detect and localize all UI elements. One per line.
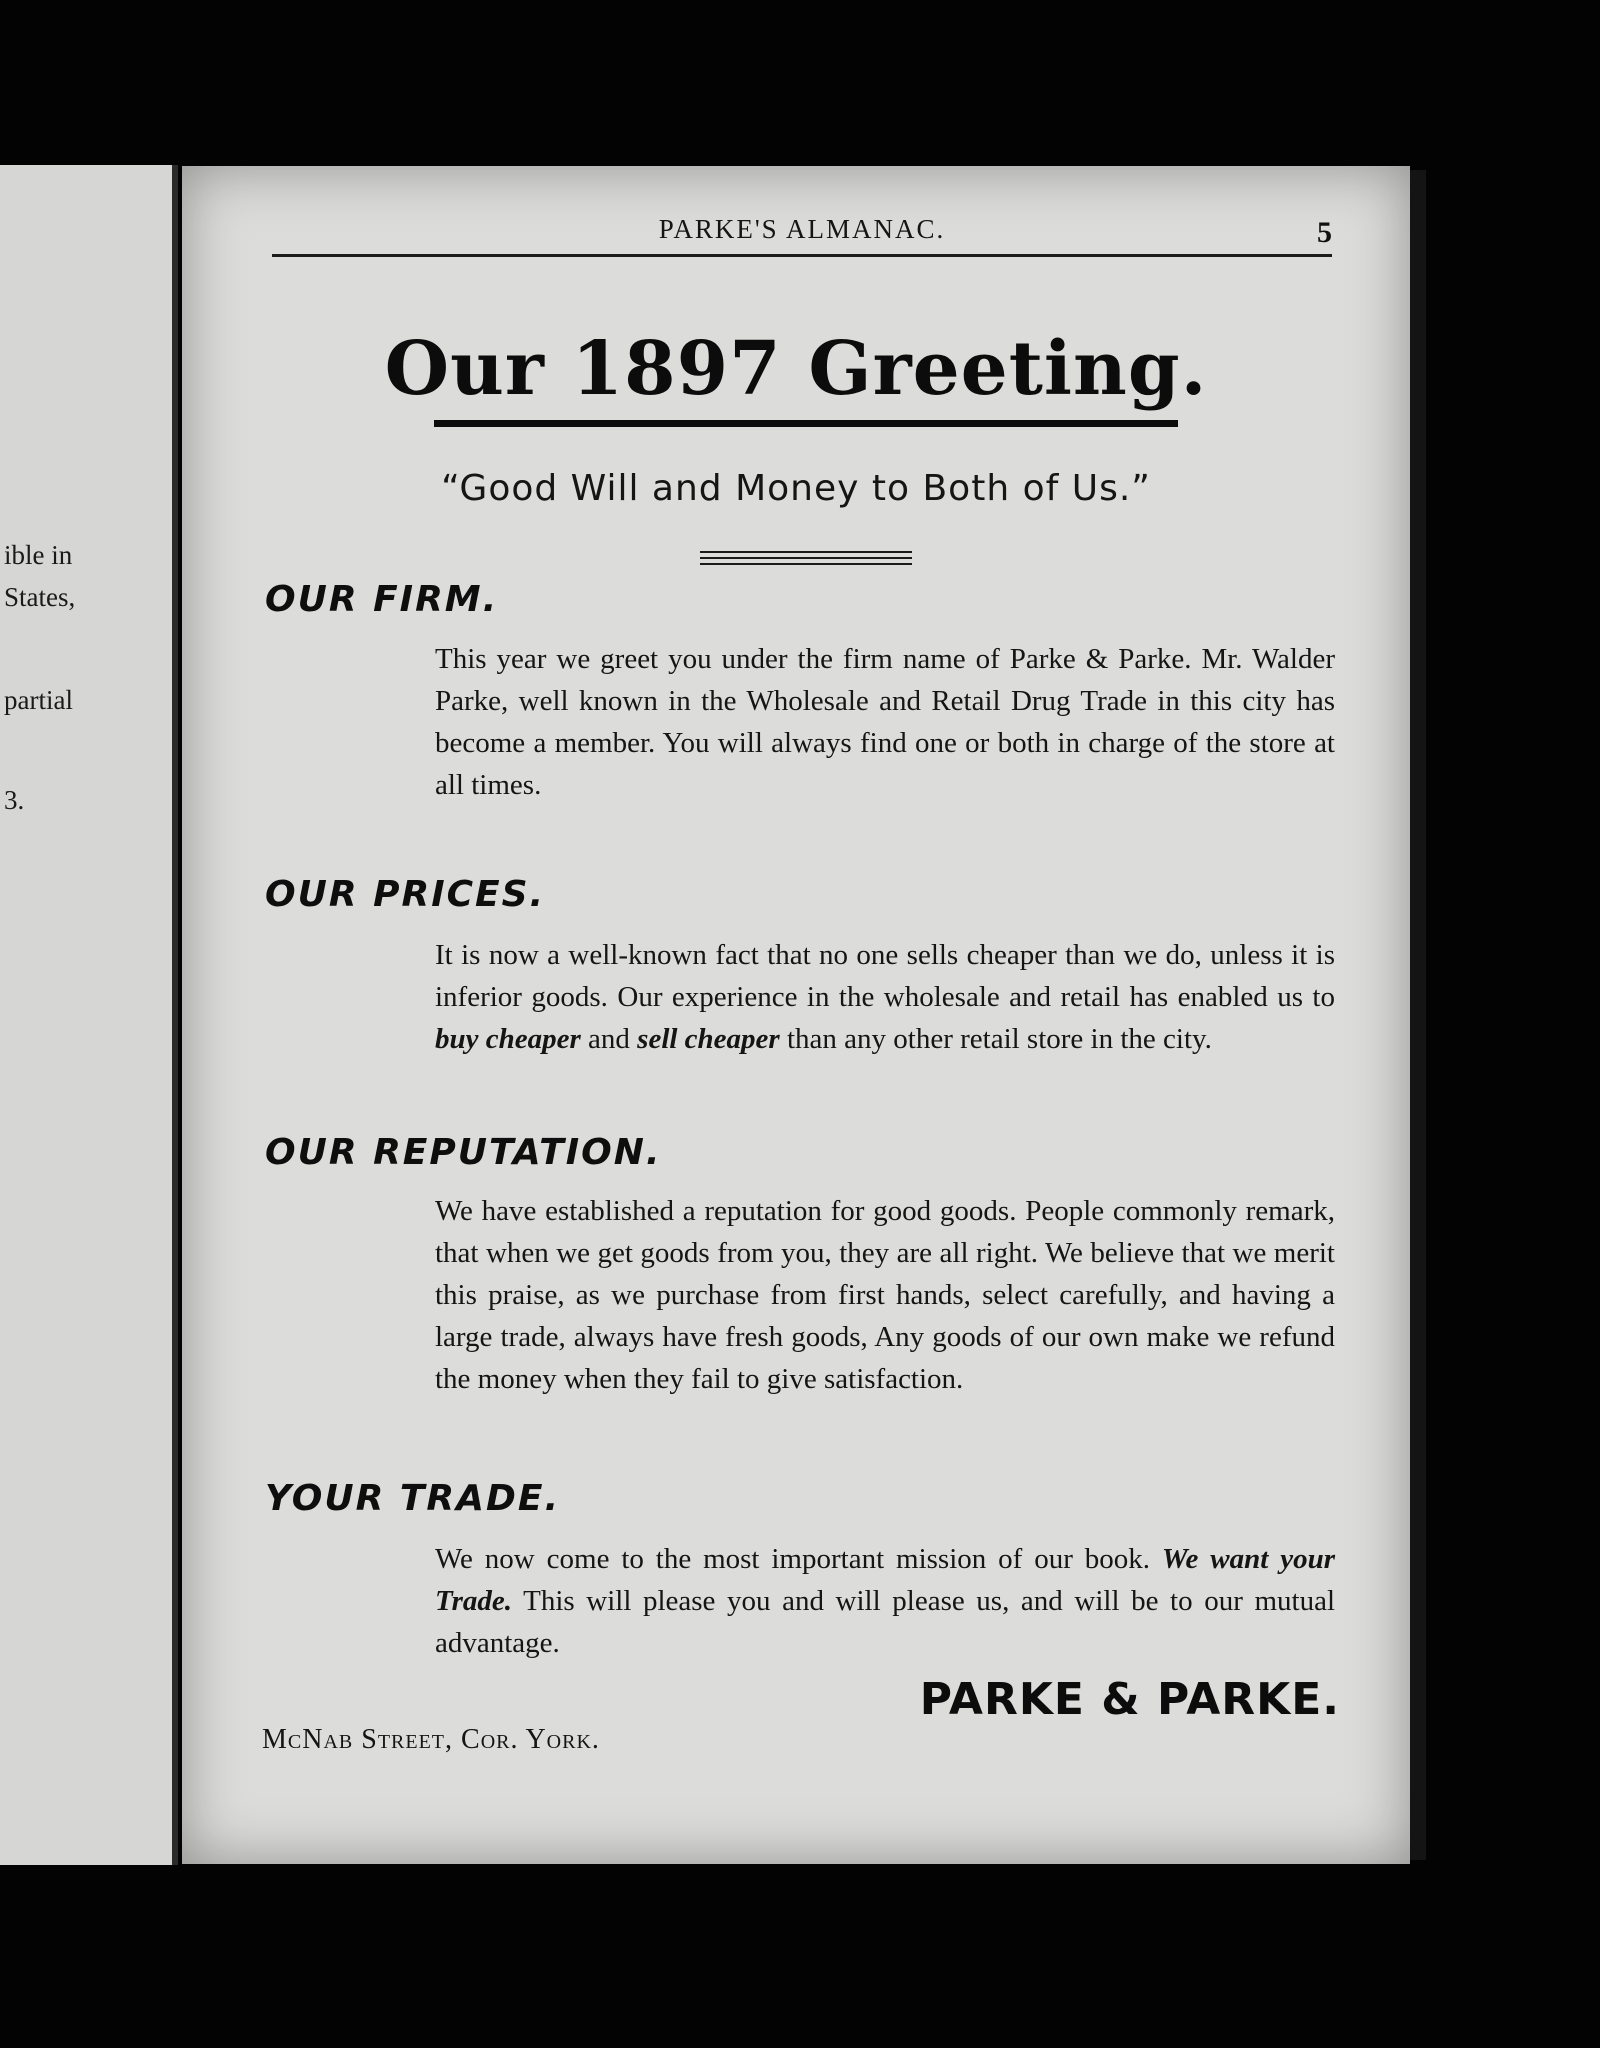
body-text: We now come to the most important mission of our book. — [435, 1543, 1162, 1575]
left-facing-page — [0, 165, 178, 1865]
emphasis-text: sell cheaper — [637, 1023, 780, 1055]
section-body-our-reputation: We have established a reputation for good goods. People commonly remark, that when we get goods from you, they are all right. We believe that we merit this praise, as we purchase from first hands, select carefully, and having a large trade, always have fresh goods, Any goods of our own make we refund the money when they fail to give satisfaction. — [435, 1195, 1335, 1395]
left-page-fragment: 3. — [4, 785, 25, 815]
header-rule — [272, 254, 1332, 257]
title-underline — [434, 420, 1178, 427]
emphasis-text: We want your Trade. — [435, 1543, 1335, 1617]
left-page-fragment: States, — [4, 582, 76, 612]
section-body-your-trade — [435, 1538, 1335, 1664]
body-text: It is now a well-known fact that no one sells cheaper than we do, unless it is inferior goods. Our experience in the wholesale and retail has enabled us to — [435, 939, 1335, 1013]
emphasis-text: buy cheaper — [435, 1023, 581, 1055]
section-heading-our-prices: OUR PRICES. — [265, 874, 546, 915]
body-text: than any other retail store in the city. — [779, 1023, 1212, 1055]
subtitle-motto: “Good Will and Money to Both of Us.” — [441, 468, 1151, 509]
left-page-fragment: partial — [4, 685, 73, 715]
page-number: 5 — [1317, 216, 1332, 249]
page-title: Our 1897 Greeting. — [384, 326, 1208, 412]
section-heading-our-firm: OUR FIRM. — [265, 579, 499, 620]
section-heading-your-trade: YOUR TRADE. — [265, 1478, 561, 1519]
left-page-fragment: ible in — [4, 540, 73, 570]
almanac-page — [182, 166, 1410, 1864]
running-head — [272, 214, 1332, 254]
section-body-our-prices — [435, 934, 1335, 1060]
running-title: PARKE'S ALMANAC. — [658, 214, 946, 244]
signature: PARKE & PARKE. — [919, 1674, 1340, 1725]
section-heading-our-reputation: OUR REPUTATION. — [265, 1132, 662, 1173]
page-edge-shadow — [1410, 170, 1426, 1860]
footer-address: McNab Street, Cor. York. — [262, 1724, 600, 1755]
section-body-our-firm: This year we greet you under the firm name of Parke & Parke. Mr. Walder Parke, well known in the Wholesale and Retail Drug Trade in this city has become a member. You will always find one or both in charge of the store at all times. — [435, 643, 1335, 801]
body-text: and — [580, 1023, 638, 1055]
body-text: This will please you and will please us, and will be to our mutual advantage. — [435, 1585, 1335, 1659]
